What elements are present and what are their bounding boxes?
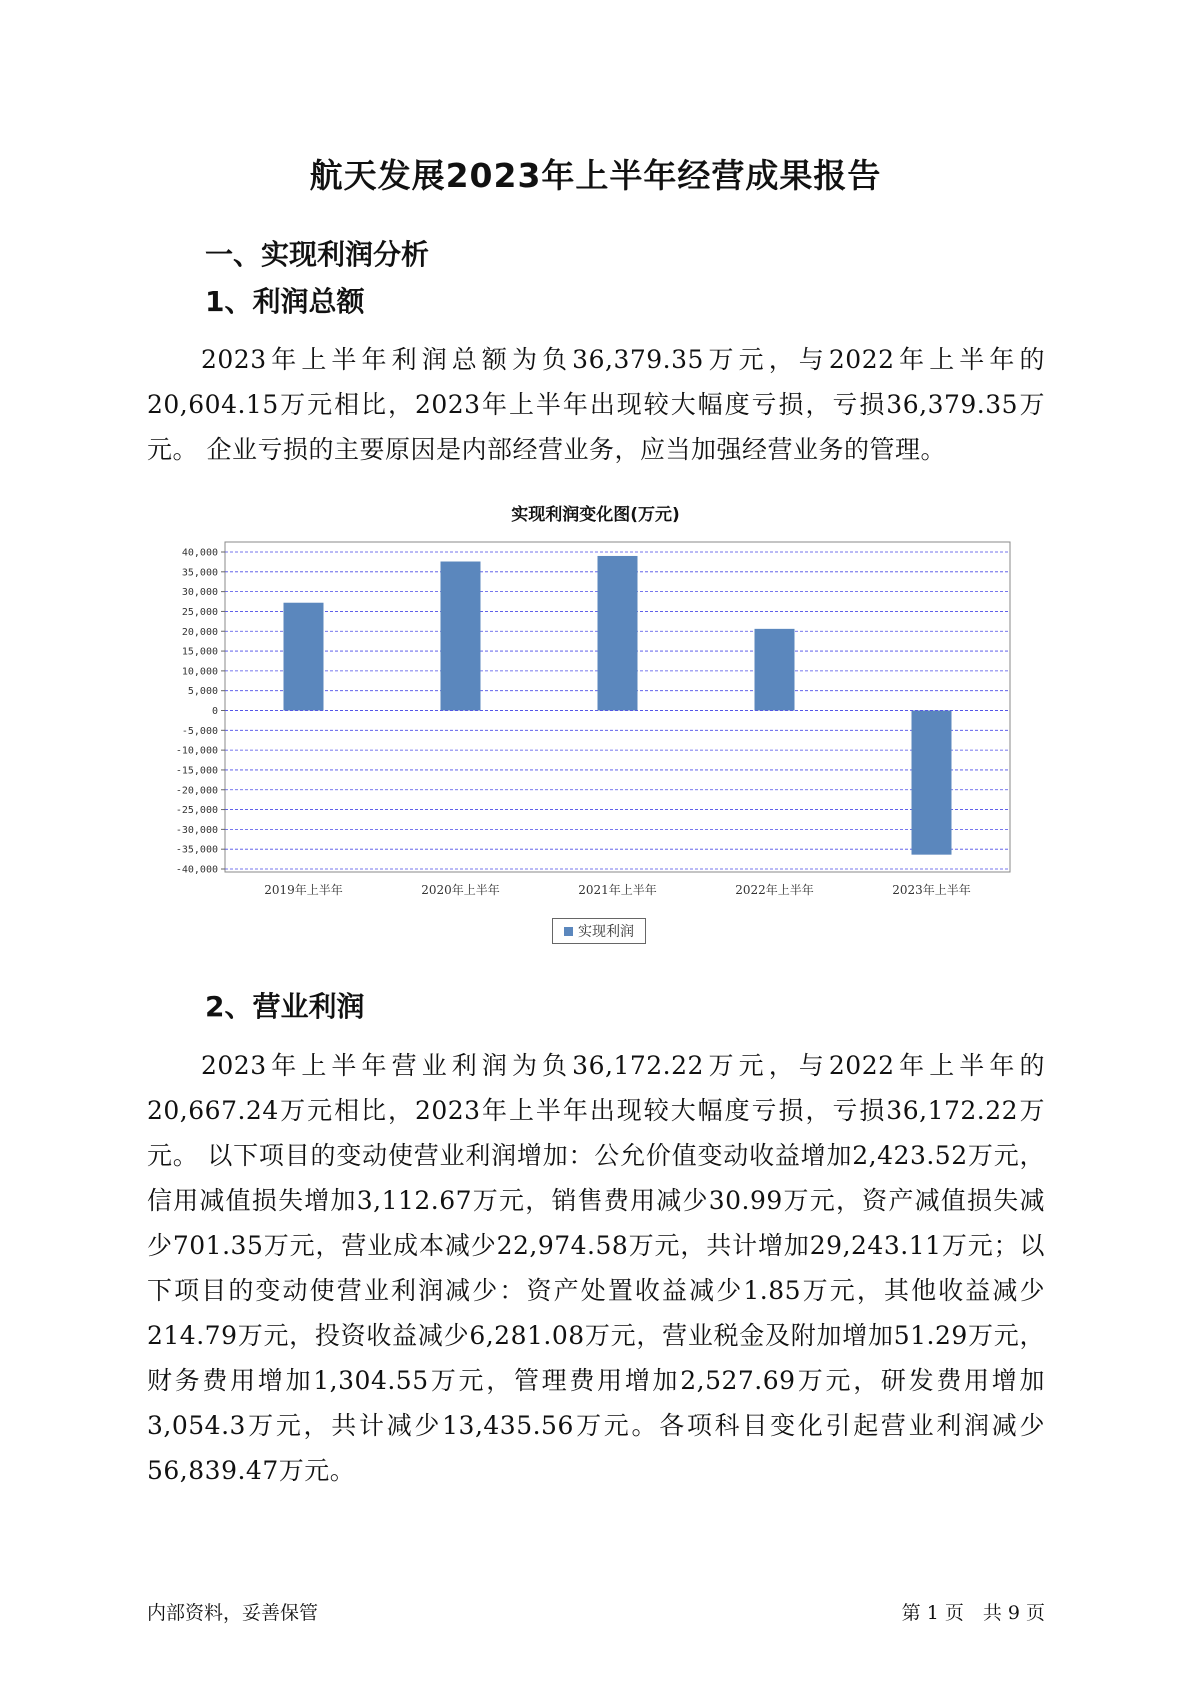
y-tick-label: 10,000: [181, 666, 218, 678]
legend-swatch: [564, 927, 573, 936]
footer-confidential-note: 内部资料，妥善保管: [147, 1602, 319, 1624]
y-tick-label: 0: [211, 706, 218, 717]
x-tick-label: 2022年上半年: [735, 883, 814, 897]
y-tick-label: 40,000: [181, 547, 218, 559]
y-tick-label: -30,000: [175, 824, 218, 836]
x-tick-label: 2021年上半年: [578, 883, 657, 897]
chart-legend: [552, 918, 646, 944]
y-tick-label: -15,000: [175, 765, 218, 777]
y-tick-label: 15,000: [181, 646, 218, 658]
chart-title: 实现利润变化图(万元): [511, 505, 680, 525]
paragraph-operating-profit: 2023年上半年营业利润为负36,172.22万元，与2022年上半年的20,667.24万元相比，2023年上半年出现较大幅度亏损，亏损36,172.22万元。 以下项目的变动使营业利润增加：公允价值变动收益增加2,423.52万元，信用减值损失增加3,112.67万元，销售费用减少30.99万元，资产减值损失减少701.35万元，营业成本减少22,974.58万元，共计增加29,243.11万元；以下项目的变动使营业利润减少：资产处置收益减少1.85万元，其他收益减少214.79万元，投资收益减少6,281.08万元，营业税金及附加增加51.29万元，财务费用增加1,304.55万元，管理费用增加2,527.69万元，研发费用增加3,054.3万元，共计减少13,435.56万元。各项科目变化引起营业利润减少56,839.47万元。: [147, 1051, 1045, 1485]
y-tick-label: -10,000: [175, 745, 218, 757]
paragraph-total-profit: 2023年上半年利润总额为负36,379.35万元，与2022年上半年的20,604.15万元相比，2023年上半年出现较大幅度亏损，亏损36,379.35万元。 企业亏损的主要原因是内部经营业务，应当加强经营业务的管理。: [147, 345, 1045, 464]
x-tick-label: 2023年上半年: [892, 883, 971, 897]
subheading-operating-profit: 2、营业利润: [205, 990, 365, 1023]
bar: [598, 556, 638, 711]
bar: [755, 629, 795, 711]
y-tick-label: -40,000: [175, 864, 218, 876]
footer-page-number: 第 1 页 共 9 页: [901, 1602, 1045, 1624]
document-title: 航天发展2023年上半年经营成果报告: [309, 156, 882, 195]
y-tick-label: 20,000: [181, 626, 218, 638]
x-tick-label: 2020年上半年: [421, 883, 500, 897]
y-tick-label: -5,000: [181, 725, 218, 737]
y-tick-label: -25,000: [175, 805, 218, 817]
y-tick-label: 35,000: [181, 567, 218, 579]
legend-label: 实现利润: [578, 924, 634, 940]
y-tick-label: 25,000: [181, 606, 218, 618]
x-tick-label: 2019年上半年: [264, 883, 343, 897]
subheading-total-profit: 1、利润总额: [205, 285, 365, 318]
profit-bar-chart: [160, 535, 1020, 915]
bar: [441, 562, 481, 711]
section-heading-profit-analysis: 一、实现利润分析: [205, 238, 430, 271]
bar: [284, 603, 324, 711]
y-tick-label: 5,000: [187, 686, 218, 698]
y-tick-label: -35,000: [175, 844, 218, 856]
y-tick-label: 30,000: [181, 587, 218, 599]
y-tick-label: -20,000: [175, 785, 218, 797]
bar: [912, 711, 952, 855]
